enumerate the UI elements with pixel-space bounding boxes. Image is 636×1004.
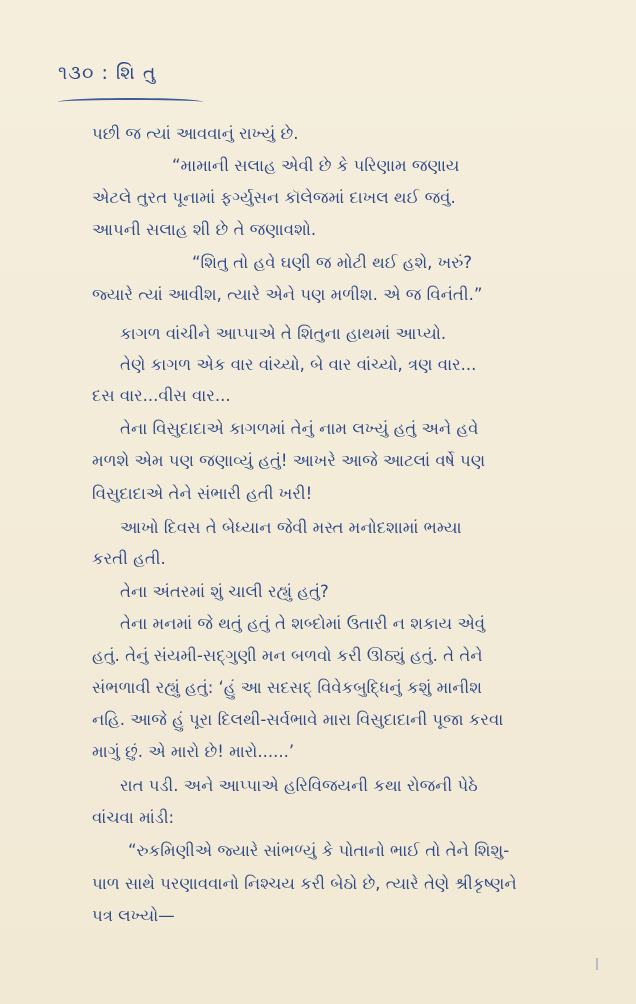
text-line: પત્ર લખ્યો— [92,906,175,925]
text-line: આપની સલાહ શી છે તે જણાવશો. [92,220,317,239]
text-line: માગું છું. એ મારો છે! મારો......’ [92,742,295,761]
page-header: ૧૩૦ : શિ તુ [58,62,157,84]
text-line: મળશે એમ પણ જણાવ્યું હતું! આખરે આજે આટલાં વર્ષે પણ [92,451,486,470]
page-mark [596,958,598,970]
text-line: કાગળ વાંચીને આપ્પાએ તે શિતુના હાથમાં આપ્યો. [120,324,447,343]
text-line: દસ વાર...વીસ વાર... [92,386,231,405]
text-line: સંભળાવી રહ્યું હતું: ‘હું આ સદસદ્ વિવેકબુદ્ધિનું કશું માનીશ [92,678,482,697]
text-line: જ્યારે ત્યાં આવીશ, ત્યારે એને પણ મળીશ. એ જ વિનંતી.” [92,285,483,304]
text-line: આખો દિવસ તે બેધ્યાન જેવી મસ્ત મનોદશામાં ભમ્યા [120,518,462,537]
text-line: વાંચવા માંડી: [92,808,175,827]
text-line: નહિ. આજે હું પૂરા દિલથી-સર્વભાવે મારા વિસુદાદાની પૂજા કરવા [92,710,504,729]
text-line: પાળ સાથે પરણાવવાનો નિશ્ચય કરી બેઠો છે, ત્યારે તેણે શ્રીકૃષ્ણને [92,874,517,893]
text-line: હતું. તેનું સંયમી-સદ્ગુણી મન બળવો કરી ઊઠ્યું હતું. તે તેને [92,646,483,665]
text-line: તેના અંતરમાં શું ચાલી રહ્યું હતું? [120,582,329,601]
header-underline [58,98,203,106]
text-line: રાત પડી. અને આપ્પાએ હરિવિજયની કથા રોજની પેઠે [120,776,478,795]
text-line: તેણે કાગળ એક વાર વાંચ્યો, બે વાર વાંચ્યો, ત્રણ વાર... [120,355,477,374]
text-line: એટલે તુરત પૂનામાં ફર્ગ્યુસન કૉલેજમાં દાખલ થઈ જવું. [92,188,456,207]
text-line: તેના વિસુદાદાએ કાગળમાં તેનું નામ લખ્યું હતું અને હવે [120,419,479,438]
text-line: “મામાની સલાહ એવી છે કે પરિણામ જણાય [172,156,460,175]
text-line: “રુકમિણીએ જ્યારે સાંભળ્યું કે પોતાનો ભાઈ તો તેને શિશુ- [128,841,510,860]
text-line: “શિતુ તો હવે ઘણી જ મોટી થઈ હશે, ખરું? [192,253,473,272]
text-line: તેના મનમાં જે થતું હતું તે શબ્દોમાં ઉતારી ન શકાય એવું [120,614,486,633]
text-line: વિસુદાદાએ તેને સંભારી હતી ખરી! [92,484,313,503]
text-line: કરતી હતી. [92,549,166,568]
text-line: પછી જ ત્યાં આવવાનું રાખ્યું છે. [92,124,299,143]
